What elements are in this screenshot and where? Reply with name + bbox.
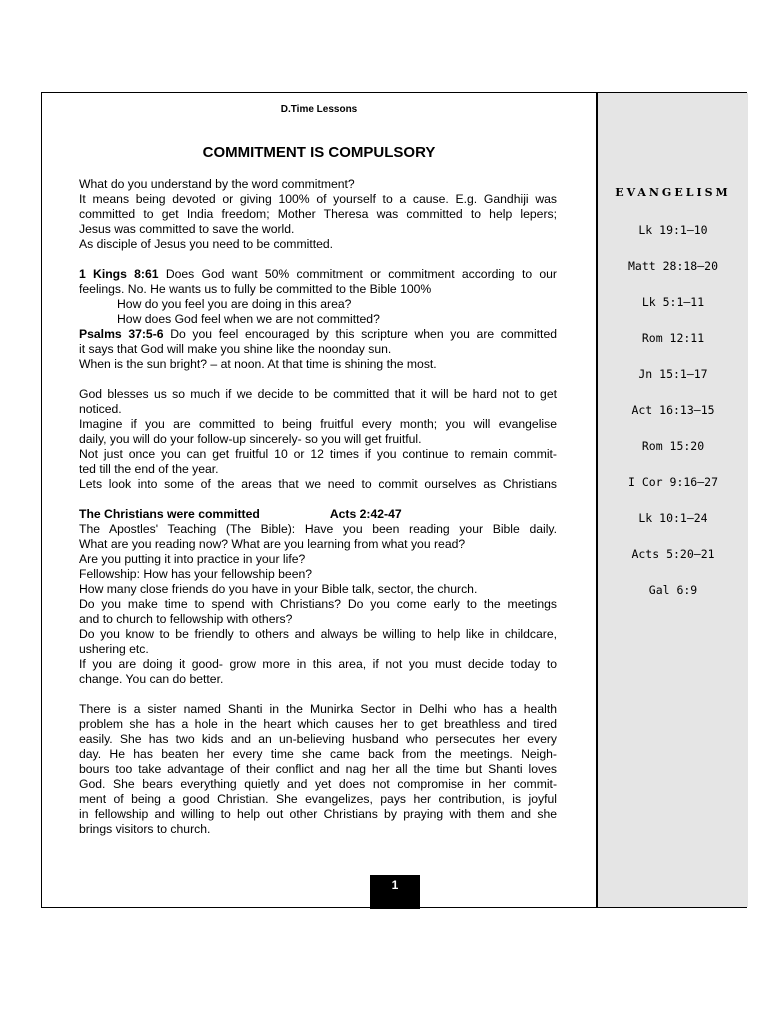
text-line: [79, 177, 557, 192]
text-line: [79, 657, 557, 672]
scripture-reference: Rom 15:20: [641, 439, 705, 453]
text-line: [79, 192, 557, 207]
text-segment: feelings. No. He wants us to fully be committed to the Bible 100%: [79, 282, 432, 296]
text-segment: As disciple of Jesus you need to be committed.: [79, 237, 334, 251]
lesson-body: [79, 177, 557, 837]
scripture-reference: I Cor 9:16–27: [627, 475, 718, 489]
text-line: [79, 672, 557, 687]
text-segment: What are you reading now? What are you learning from what you read?: [79, 537, 466, 551]
text-line: [79, 582, 557, 597]
text-line: [79, 612, 557, 627]
text-segment: bours too take advantage of their conflict and nag her all the time but Shanti loves: [79, 762, 557, 776]
text-line: [79, 462, 557, 477]
text-segment: Imagine if you are committed to being fruitful every month; you will evangelise: [79, 417, 557, 431]
scripture-ref: Acts 2:42-47: [329, 507, 402, 521]
text-line: [79, 747, 557, 762]
text-segment: ment of being a good Christian. She evangelizes, pays her contribution, is joyful: [79, 792, 557, 806]
text-line: [79, 702, 557, 717]
text-segment: Lets look into some of the areas that we need to commit ourselves as Christians: [79, 477, 557, 491]
paragraph-gap: [79, 252, 557, 267]
scripture-reference: Jn 15:1–17: [638, 367, 708, 381]
text-line: [79, 342, 557, 357]
text-line: [79, 417, 557, 432]
text-line: [79, 312, 557, 327]
text-line: [79, 297, 557, 312]
text-segment: Not just once you can get fruitful 10 or 12 times if you continue to remain commit-: [79, 447, 557, 461]
text-line: [79, 537, 557, 552]
text-segment: How many close friends do you have in your Bible talk, sector, the church.: [79, 582, 478, 596]
text-line: [79, 522, 557, 537]
text-line: [79, 627, 557, 642]
text-segment: God. She bears everything quietly and yet does not compromise in her commit-: [79, 777, 557, 791]
text-segment: Are you putting it into practice in your life?: [79, 552, 306, 566]
text-line: [79, 507, 557, 522]
document-header: D.Time Lessons: [280, 104, 358, 115]
text-line: [79, 807, 557, 822]
text-segment: The Apostles' Teaching (The Bible): Have you been reading your Bible daily.: [79, 522, 557, 536]
text-segment: committed to get India freedom; Mother Theresa was committed to help lepers;: [79, 207, 557, 221]
text-line: [79, 327, 557, 342]
text-line: [79, 447, 557, 462]
text-line: [79, 222, 557, 237]
text-line: [79, 732, 557, 747]
scripture-sidebar: [596, 93, 748, 907]
text-segment: God blesses us so much if we decide to be committed that it will be hard not to get: [79, 387, 557, 401]
scripture-reference: Lk 19:1–10: [638, 223, 708, 237]
text-segment: How does God feel when we are not committed?: [117, 312, 380, 326]
scripture-reference: Lk 10:1–24: [638, 511, 708, 525]
bold-reference: The Christians were committed: [79, 507, 260, 521]
text-segment: ushering etc.: [79, 642, 149, 656]
scripture-reference: Acts 5:20–21: [631, 547, 715, 561]
text-line: [79, 597, 557, 612]
text-line: [79, 267, 557, 282]
lesson-title: COMMITMENT IS COMPULSORY: [202, 144, 436, 161]
text-line: [79, 477, 557, 492]
text-line: [79, 237, 557, 252]
text-line: [79, 552, 557, 567]
text-line: [79, 762, 557, 777]
text-line: [79, 282, 557, 297]
bold-reference: 1 Kings 8:61: [79, 267, 159, 281]
scripture-reference: Lk 5:1–11: [641, 295, 705, 309]
text-segment: Does God want 50% commitment or commitment according to our: [158, 267, 557, 281]
text-line: [79, 567, 557, 582]
text-segment: Do you make time to spend with Christians? Do you come early to the meetings: [79, 597, 557, 611]
text-segment: easily. She has two kids and an un-believing husband who persecutes her every: [79, 732, 557, 746]
text-segment: ted till the end of the year.: [79, 462, 219, 476]
text-segment: brings visitors to church.: [79, 822, 211, 836]
text-segment: day. He has beaten her every time she came back from the meetings. Neigh-: [79, 747, 557, 761]
text-segment: Do you know to be friendly to others and always be willing to help like in childcare,: [79, 627, 557, 641]
text-segment: change. You can do better.: [79, 672, 224, 686]
text-line: [79, 207, 557, 222]
text-segment: it says that God will make you shine like the noonday sun.: [79, 342, 392, 356]
scripture-reference: Rom 12:11: [641, 331, 705, 345]
scripture-reference-list: [598, 218, 748, 614]
text-segment: problem she has a hole in the heart which causes her to get breathless and tired: [79, 717, 557, 731]
paragraph-gap: [79, 687, 557, 702]
text-segment: There is a sister named Shanti in the Munirka Sector in Delhi who has a health: [79, 702, 557, 716]
text-line: [79, 717, 557, 732]
text-line: [79, 822, 557, 837]
text-segment: Fellowship: How has your fellowship been?: [79, 567, 313, 581]
scripture-reference: Matt 28:18–20: [627, 259, 718, 273]
main-column: [42, 93, 596, 907]
text-segment: and to church to fellowship with others?: [79, 612, 293, 626]
sidebar-title: EVANGELISM: [615, 186, 731, 199]
text-line: [79, 402, 557, 417]
text-line: [79, 357, 557, 372]
text-segment: When is the sun bright? – at noon. At that time is shining the most.: [79, 357, 437, 371]
text-segment: daily, you will do your follow-up sincerely- so you will get fruitful.: [79, 432, 422, 446]
text-segment: noticed.: [79, 402, 122, 416]
text-segment: Do you feel encouraged by this scripture when you are committed: [163, 327, 557, 341]
text-line: [79, 387, 557, 402]
page-frame: [41, 92, 747, 908]
paragraph-gap: [79, 372, 557, 387]
text-segment: What do you understand by the word commitment?: [79, 177, 355, 191]
paragraph-gap: [79, 492, 557, 507]
scripture-reference: Act 16:13–15: [631, 403, 715, 417]
scripture-reference: Gal 6:9: [648, 583, 698, 597]
text-segment: How do you feel you are doing in this area?: [117, 297, 352, 311]
page-number: 1: [370, 875, 420, 909]
text-segment: It means being devoted or giving 100% of yourself to a cause. E.g. Gandhiji was: [79, 192, 557, 206]
text-line: [79, 432, 557, 447]
text-line: [79, 792, 557, 807]
bold-reference: Psalms 37:5-6: [79, 327, 164, 341]
text-line: [79, 642, 557, 657]
text-segment: in fellowship and willing to help out other Christians by praying with them and she: [79, 807, 557, 821]
text-segment: Jesus was committed to save the world.: [79, 222, 295, 236]
text-line: [79, 777, 557, 792]
text-segment: If you are doing it good- grow more in this area, if not you must decide today to: [79, 657, 557, 671]
